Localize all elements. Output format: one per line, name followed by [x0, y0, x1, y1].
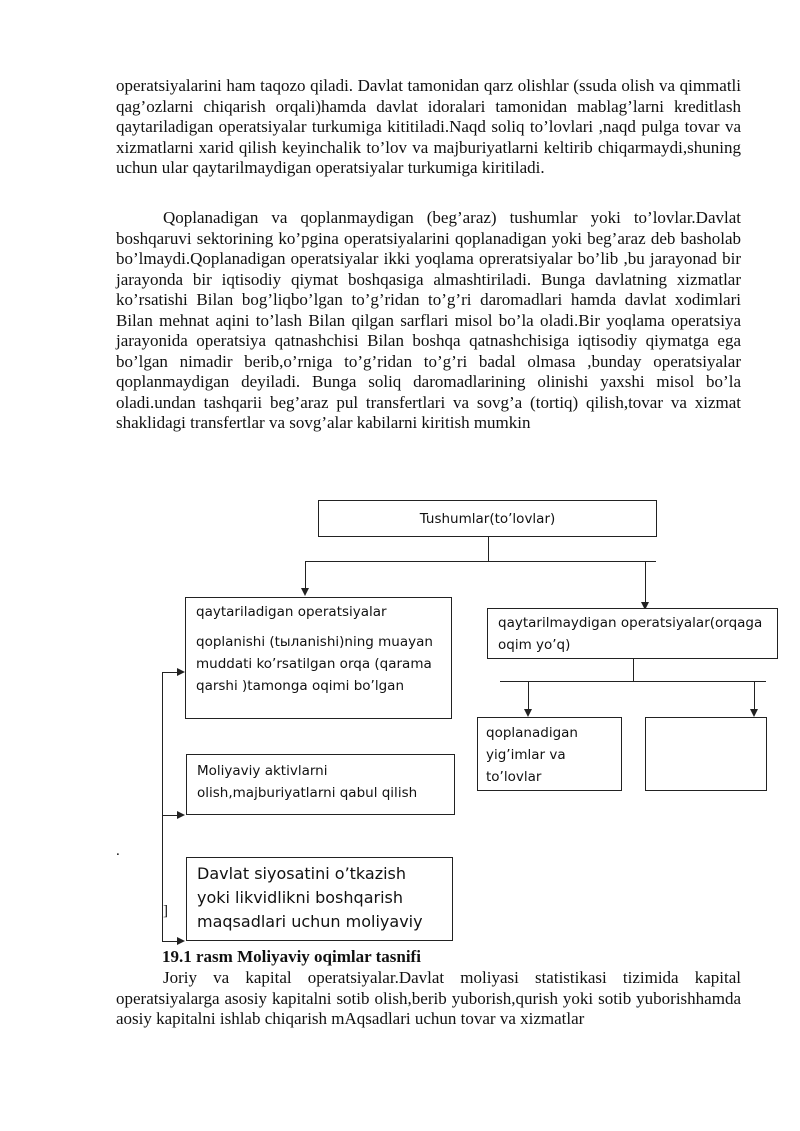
arrow-right-box1 — [177, 668, 185, 676]
connector-right-drop-right — [754, 681, 755, 711]
connector-right-drop-left — [528, 681, 529, 711]
connector-left-vertical — [162, 672, 163, 942]
empty-sub-box-label — [646, 718, 766, 726]
paragraph-bottom — [116, 968, 741, 1030]
arrow-down-left — [301, 588, 309, 596]
financial-assets-label: Moliyaviy aktivlarni olish,majburiyatlarni qabul qilish — [197, 763, 418, 801]
connector-left-to-box1 — [162, 672, 177, 673]
arrow-right-box3 — [177, 937, 185, 945]
root-box — [318, 500, 657, 537]
non-returnable-operations-label: qaytarilmaydigan operatsiyalar(orqaga oqim yo’q) — [498, 615, 763, 653]
empty-sub-box — [645, 717, 767, 791]
policy-liquidity-box — [186, 857, 453, 941]
paragraph-bottom-text: Joriy va kapital operatsiyalar.Davlat moliyasi statistikasi tizimida kapital operatsiyalarga asosiy kapitalni sotib olish,berib yuborish,qurish yoki sotib yuborishhamda aosiy kapitalni ishlab chiqarish mAqsadlari uchun tovar va xizmatlar — [116, 968, 741, 1028]
returnable-operations-title: qaytariladigan operatsiyalar — [196, 604, 387, 620]
policy-liquidity-label: Davlat siyosatini o’tkazish yoki likvidlikni boshqarish maqsadlari uchun moliyaviy — [197, 864, 423, 931]
returnable-operations-body: qoplanishi (tылanishi)ning muayan muddati ko’rsatilgan orqa (qarama qarshi )tamonga oqimi bo’lgan — [196, 634, 433, 694]
paragraph-middle-text: Qoplanadigan va qoplanmaydigan (beg’araz) tushumlar yoki to’lovlar.Davlat boshqaruvi sektorining ko’pgina operatsiyalarini qoplanadigan yoki beg’araz deb basholab bo’lmaydi.Qoplanadigan operatsiyalar ikki yoqlama opreratsiyalar bo’lib ,bu jarayonad bir jarayonda bir iqtisodiy qiymat boshqasiga almashtiriladi. Bunga davlatning xizmatlar ko’rsatishi Bilan bog’liqbo’lgan to’g’ridan to’g’ri daromadlari hamda davlat xodimlari Bilan mehnat aqini to’lash Bilan qilgan sarflari misol bo’la oladi.Bir yoqlama operatsiya jarayonida operatsiya qatnashchisi Bilan boshqa qatnashchisiga iqtisodiy qiymatga ega bo’lgan nimadir berib,o’rniga to’g’ridan to’g’ri badal olmasa ,bunday operatsiyalar qoplanmaydigan deyiladi. Bunga soliq daromadlarining olinishi yaxshi misol bo’la oladi.undan tashqarii beg’araz pul transfertlari va sovg’a (tortiq) qilish,tovar va xizmat shaklidagi transfertlar va sovg’alar kabilarni kiritish mumkin — [116, 208, 741, 432]
paragraph-top — [116, 76, 741, 179]
connector-right-down — [633, 659, 634, 681]
connector-root-down — [488, 537, 489, 561]
paragraph-middle — [116, 208, 741, 434]
connector-main-horizontal — [305, 561, 656, 562]
connector-right-horizontal — [500, 681, 766, 682]
stray-dot: . — [116, 843, 120, 859]
connector-drop-left — [305, 561, 306, 590]
connector-drop-right — [645, 561, 646, 604]
stray-bracket: ] — [163, 903, 168, 919]
non-returnable-operations-box — [487, 608, 778, 659]
root-box-label: Tushumlar(to’lovlar) — [419, 511, 556, 527]
returnable-operations-box — [185, 597, 452, 719]
recoverable-fees-label: qoplanadigan yig’imlar va to’lovlar — [486, 725, 578, 785]
financial-assets-box — [186, 754, 455, 815]
connector-left-to-box2 — [162, 815, 177, 816]
figure-caption: 19.1 rasm Moliyaviy oqimlar tasnifi — [162, 947, 421, 966]
arrow-right-box2 — [177, 811, 185, 819]
arrow-down-sub-right — [750, 709, 758, 717]
recoverable-fees-box — [477, 717, 622, 791]
arrow-down-sub-left — [524, 709, 532, 717]
connector-left-to-box3 — [162, 941, 177, 942]
paragraph-top-text: operatsiyalarini ham taqozo qiladi. Davlat tamonidan qarz olishlar (ssuda olish va qimmatli qag’ozlarni chiqarish orqali)hamda davlat idoralari tamonidan mablag’larni kreditlash qaytariladigan operatsiyalar turkumiga kititiladi.Naqd soliq to’lovlari ,naqd pulga tovar va xizmatlarni xarid qilish keyinchalik to’lov va majburiyatlarni keltirib chiqarmaydi,shuning uchun ular qaytarilmaydigan operatsiyalar turkumiga kiritiladi. — [116, 76, 741, 177]
